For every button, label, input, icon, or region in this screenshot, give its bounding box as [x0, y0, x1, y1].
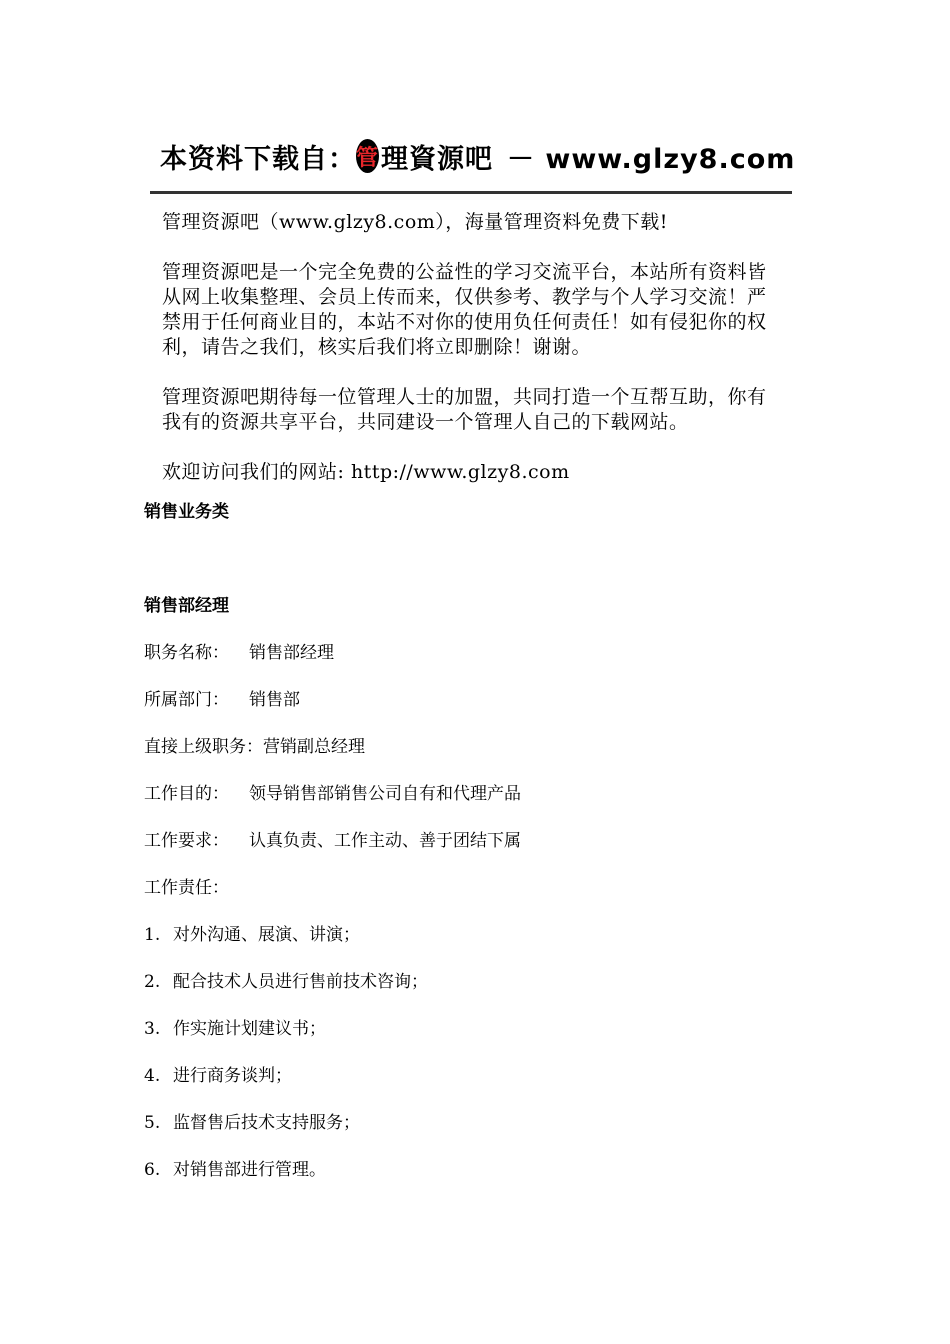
banner-site-name: 理資源吧	[381, 143, 494, 175]
banner-body	[150, 194, 792, 485]
field-row	[144, 732, 844, 762]
banner-paragraph-1: 管理资源吧是一个完全免费的公益性的学习交流平台，本站所有资料皆从网上收集整理、会员上传而来，仅供参考、教学与个人学习交流！严禁用于任何商业目的，本站不对你的使用负任何责任！如有侵犯你的权利，请告之我们，核实后我们将立即删除！谢谢。	[162, 261, 767, 358]
duty-text: 监督售后技术支持服务；	[173, 1113, 360, 1133]
duty-item	[144, 1108, 844, 1138]
duty-item	[144, 1014, 844, 1044]
duty-text: 对销售部进行管理。	[173, 1160, 326, 1180]
banner-site-url[interactable]: － www.glzy8.com	[507, 143, 796, 175]
field-row	[144, 873, 844, 903]
field-label: 工作目的：	[144, 784, 229, 804]
field-label: 直接上级职务：	[144, 737, 263, 757]
duty-number: 4.	[144, 1066, 161, 1086]
field-label: 职务名称：	[144, 643, 229, 663]
duty-number: 3.	[144, 1019, 161, 1039]
duty-item	[144, 920, 844, 950]
banner-paragraph-2: 管理资源吧期待每一位管理人士的加盟，共同打造一个互帮互助，你有我有的资源共享平台，共同建设一个管理人自己的下载网站。	[162, 386, 767, 433]
field-row	[144, 826, 844, 856]
download-banner	[150, 130, 796, 485]
duty-number: 2.	[144, 972, 161, 992]
logo-badge-icon: 管	[356, 139, 379, 173]
banner-header	[150, 130, 796, 182]
field-row	[144, 779, 844, 809]
banner-prefix: 本资料下载自：	[160, 143, 356, 175]
field-value: 领导销售部销售公司自有和代理产品	[249, 784, 521, 804]
field-row	[144, 638, 844, 668]
duty-item	[144, 1061, 844, 1091]
duty-number: 6.	[144, 1160, 161, 1180]
field-value: 销售部	[249, 690, 300, 710]
job-description	[144, 497, 844, 1185]
field-label: 所属部门：	[144, 690, 229, 710]
duty-number: 5.	[144, 1113, 161, 1133]
duty-item	[144, 967, 844, 997]
category-heading: 销售业务类	[144, 502, 229, 522]
field-value: 认真负责、工作主动、善于团结下属	[249, 831, 521, 851]
field-row	[144, 685, 844, 715]
banner-welcome: 欢迎访问我们的网站: http://www.glzy8.com	[162, 461, 570, 483]
field-value: 营销副总经理	[263, 737, 365, 757]
banner-intro: 管理资源吧（www.glzy8.com），海量管理资料免费下载!	[162, 211, 668, 233]
duty-item	[144, 1155, 844, 1185]
duty-text: 对外沟通、展演、讲演；	[173, 925, 360, 945]
job-title-heading: 销售部经理	[144, 596, 229, 616]
duty-text: 进行商务谈判；	[173, 1066, 292, 1086]
field-label: 工作责任：	[144, 878, 229, 898]
duty-text: 配合技术人员进行售前技术咨询；	[173, 972, 428, 992]
duty-number: 1.	[144, 925, 161, 945]
field-value: 销售部经理	[249, 643, 334, 663]
field-label: 工作要求：	[144, 831, 229, 851]
duty-text: 作实施计划建议书；	[173, 1019, 326, 1039]
